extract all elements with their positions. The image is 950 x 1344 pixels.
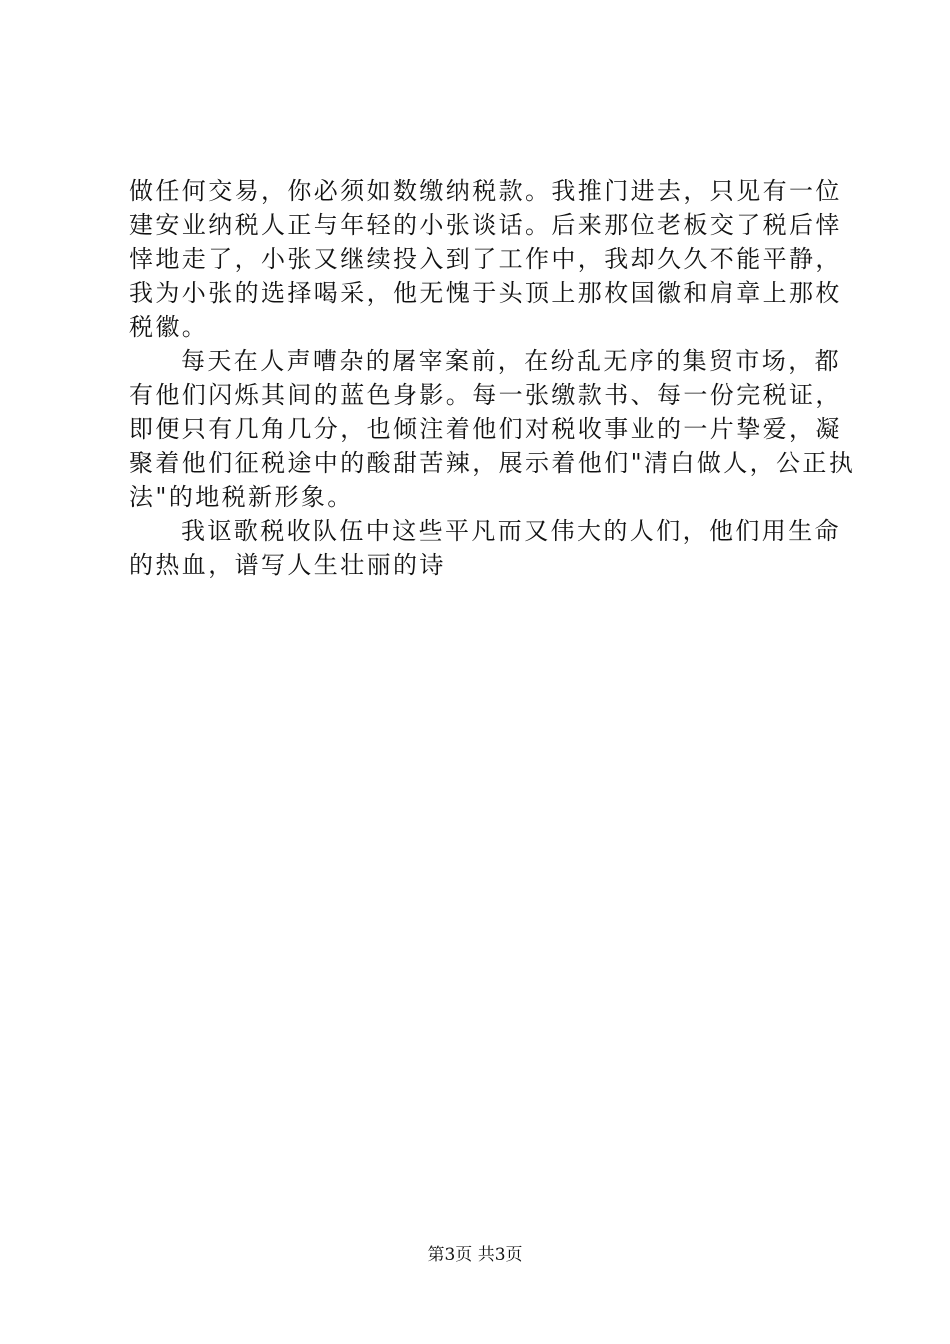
text-line: 有他们闪烁其间的蓝色身影。每一张缴款书、每一份完税证， [129,381,842,409]
paragraph-3 [129,514,841,582]
page-footer [0,1244,950,1266]
text-line: 我为小张的选择喝采，他无愧于头顶上那枚国徽和肩章上那枚 [129,279,842,307]
paragraph-1 [129,174,842,344]
text-line: 税徽。 [129,313,209,341]
text-line: 即便只有几角几分，也倾注着他们对税收事业的一片挚爱，凝 [129,415,842,443]
text-line: 聚着他们征税途中的酸甜苦辣，展示着他们"清白做人，公正执 [129,449,856,477]
text-line: 的热血，谱写人生壮丽的诗 [129,551,446,579]
text-line: 我讴歌税收队伍中这些平凡而又伟大的人们，他们用生命 [181,517,841,545]
text-line: 法"的地税新形象。 [129,483,354,511]
text-line: 悻地走了，小张又继续投入到了工作中，我却久久不能平静， [129,245,842,273]
text-line: 每天在人声嘈杂的屠宰案前，在纷乱无序的集贸市场，都 [181,347,841,375]
paragraph-2 [129,344,856,514]
body-text [129,174,856,582]
page-number-label: 第3页 共3页 [427,1245,523,1265]
text-line: 建安业纳税人正与年轻的小张谈话。后来那位老板交了税后悻 [129,211,842,239]
text-line: 做任何交易，你必须如数缴纳税款。我推门进去，只见有一位 [129,177,842,205]
